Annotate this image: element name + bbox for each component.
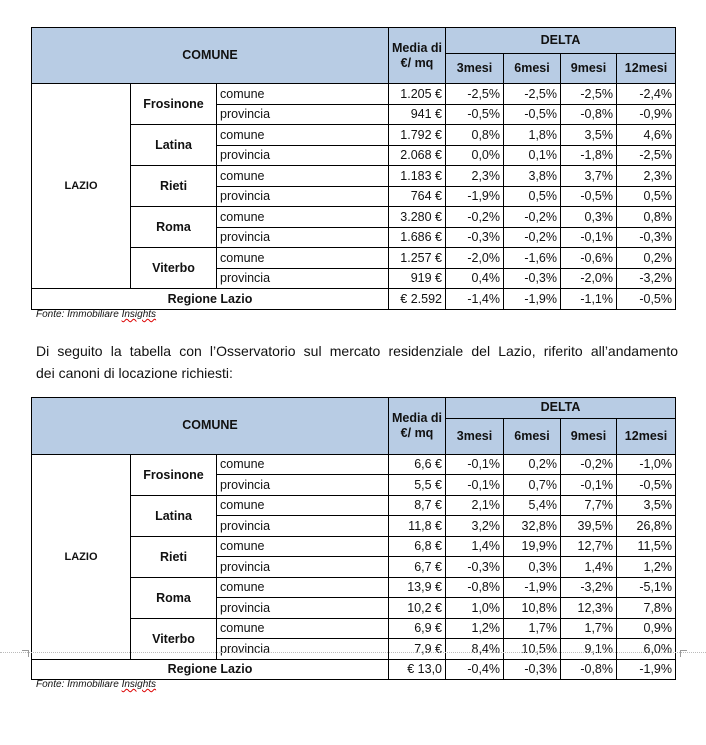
city-cell: Rieti: [131, 536, 217, 577]
delta-cell: 3,8%: [504, 166, 561, 187]
header-period: 9mesi: [561, 54, 617, 84]
total-row: [32, 659, 676, 680]
area-type-cell: provincia: [217, 186, 389, 207]
delta-cell: -1,9%: [446, 186, 504, 207]
delta-cell: 1,4%: [446, 536, 504, 557]
page-break-line: [0, 652, 706, 653]
delta-cell: -0,2%: [504, 207, 561, 228]
header-delta: DELTA: [446, 28, 676, 54]
total-label: Regione Lazio: [32, 659, 389, 680]
header-comune: COMUNE: [32, 398, 389, 455]
delta-cell: 26,8%: [617, 516, 676, 537]
delta-cell: -2,0%: [446, 248, 504, 269]
area-type-cell: comune: [217, 166, 389, 187]
delta-cell: -2,0%: [561, 268, 617, 289]
delta-cell: 1,8%: [504, 125, 561, 146]
city-cell: Viterbo: [131, 248, 217, 289]
delta-cell: -0,5%: [504, 104, 561, 125]
delta-cell: 10,8%: [504, 598, 561, 619]
media-cell: 1.183 €: [389, 166, 446, 187]
area-type-cell: comune: [217, 618, 389, 639]
delta-cell: 5,4%: [504, 495, 561, 516]
area-type-cell: provincia: [217, 268, 389, 289]
area-type-cell: comune: [217, 454, 389, 475]
city-cell: Rieti: [131, 166, 217, 207]
delta-cell: -0,2%: [561, 454, 617, 475]
delta-cell: 0,2%: [617, 248, 676, 269]
source-brand: Insights: [121, 309, 157, 320]
delta-cell: 0,4%: [446, 268, 504, 289]
delta-cell: -0,1%: [446, 454, 504, 475]
media-cell: 1.257 €: [389, 248, 446, 269]
intro-paragraph: [36, 340, 678, 384]
city-cell: Latina: [131, 125, 217, 166]
media-cell: 13,9 €: [389, 577, 446, 598]
delta-cell: 1,4%: [561, 557, 617, 578]
media-cell: 6,8 €: [389, 536, 446, 557]
city-cell: Frosinone: [131, 84, 217, 125]
table-row: [32, 84, 676, 105]
media-cell: 6,7 €: [389, 557, 446, 578]
area-type-cell: provincia: [217, 557, 389, 578]
media-cell: 3.280 €: [389, 207, 446, 228]
area-type-cell: provincia: [217, 145, 389, 166]
media-cell: 919 €: [389, 268, 446, 289]
delta-cell: -0,2%: [504, 227, 561, 248]
delta-cell: 2,3%: [446, 166, 504, 187]
total-delta-cell: -1,1%: [561, 289, 617, 310]
delta-cell: 2,3%: [617, 166, 676, 187]
media-cell: 11,8 €: [389, 516, 446, 537]
media-cell: 10,2 €: [389, 598, 446, 619]
delta-cell: 0,1%: [504, 145, 561, 166]
media-cell: 941 €: [389, 104, 446, 125]
delta-cell: -1,8%: [561, 145, 617, 166]
delta-cell: 10,5%: [504, 639, 561, 660]
media-cell: 6,9 €: [389, 618, 446, 639]
delta-cell: 0,8%: [446, 125, 504, 146]
header-comune: COMUNE: [32, 28, 389, 84]
header-period: 9mesi: [561, 418, 617, 454]
total-delta-cell: -1,9%: [617, 659, 676, 680]
area-type-cell: provincia: [217, 475, 389, 496]
city-cell: Roma: [131, 577, 217, 618]
delta-cell: 4,6%: [617, 125, 676, 146]
delta-cell: -0,1%: [561, 475, 617, 496]
page-corner-mark: [680, 650, 687, 657]
delta-cell: 0,5%: [504, 186, 561, 207]
delta-cell: 6,0%: [617, 639, 676, 660]
delta-cell: 1,0%: [446, 598, 504, 619]
delta-cell: -3,2%: [617, 268, 676, 289]
delta-cell: -0,8%: [561, 104, 617, 125]
paragraph-line-2: dei canoni di locazione richiesti:: [36, 365, 233, 381]
header-media: Media di €/ mq: [389, 398, 446, 455]
media-cell: 2.068 €: [389, 145, 446, 166]
paragraph-line-1: Di seguito la tabella con l’Osservatorio sul mercato residenziale del Lazio, riferito all’andamento: [36, 343, 678, 359]
delta-cell: -0,3%: [446, 227, 504, 248]
region-cell: LAZIO: [32, 454, 131, 659]
delta-cell: -3,2%: [561, 577, 617, 598]
city-cell: Viterbo: [131, 618, 217, 659]
delta-cell: 0,3%: [504, 557, 561, 578]
header-period: 6mesi: [504, 54, 561, 84]
header-media: Media di €/ mq: [389, 28, 446, 84]
total-delta-cell: -0,3%: [504, 659, 561, 680]
area-type-cell: comune: [217, 248, 389, 269]
area-type-cell: comune: [217, 536, 389, 557]
area-type-cell: provincia: [217, 104, 389, 125]
total-delta-cell: -0,5%: [617, 289, 676, 310]
area-type-cell: comune: [217, 125, 389, 146]
total-media: € 2.592: [389, 289, 446, 310]
delta-cell: -2,5%: [561, 84, 617, 105]
delta-cell: -0,1%: [446, 475, 504, 496]
media-cell: 5,5 €: [389, 475, 446, 496]
delta-cell: 12,7%: [561, 536, 617, 557]
delta-cell: -0,3%: [504, 268, 561, 289]
header-delta: DELTA: [446, 398, 676, 419]
delta-cell: -0,1%: [561, 227, 617, 248]
delta-cell: 0,7%: [504, 475, 561, 496]
city-cell: Roma: [131, 207, 217, 248]
delta-cell: 3,7%: [561, 166, 617, 187]
delta-cell: 7,8%: [617, 598, 676, 619]
area-type-cell: comune: [217, 207, 389, 228]
delta-cell: 2,1%: [446, 495, 504, 516]
area-type-cell: comune: [217, 84, 389, 105]
media-cell: 6,6 €: [389, 454, 446, 475]
delta-cell: -0,5%: [617, 475, 676, 496]
delta-cell: -2,5%: [446, 84, 504, 105]
delta-cell: -0,5%: [561, 186, 617, 207]
header-period: 3mesi: [446, 418, 504, 454]
city-cell: Frosinone: [131, 454, 217, 495]
delta-cell: -0,3%: [617, 227, 676, 248]
sales-price-table: [31, 27, 676, 310]
delta-cell: 1,7%: [561, 618, 617, 639]
delta-cell: 0,3%: [561, 207, 617, 228]
source-brand: Insights: [121, 679, 157, 690]
rent-price-table: [31, 397, 676, 680]
total-media: € 13,0: [389, 659, 446, 680]
delta-cell: -0,9%: [617, 104, 676, 125]
delta-cell: -0,2%: [446, 207, 504, 228]
delta-cell: -1,9%: [504, 577, 561, 598]
table-row: [32, 454, 676, 475]
delta-cell: 7,7%: [561, 495, 617, 516]
delta-cell: -1,0%: [617, 454, 676, 475]
area-type-cell: provincia: [217, 639, 389, 660]
region-cell: LAZIO: [32, 84, 131, 289]
delta-cell: 3,5%: [561, 125, 617, 146]
delta-cell: 0,5%: [617, 186, 676, 207]
media-cell: 1.792 €: [389, 125, 446, 146]
total-delta-cell: -1,4%: [446, 289, 504, 310]
header-period: 12mesi: [617, 418, 676, 454]
total-label: Regione Lazio: [32, 289, 389, 310]
area-type-cell: provincia: [217, 516, 389, 537]
source-text: Fonte: Immobiliare: [36, 679, 122, 690]
header-period: 6mesi: [504, 418, 561, 454]
media-cell: 8,7 €: [389, 495, 446, 516]
delta-cell: -1,6%: [504, 248, 561, 269]
source-note-1: [36, 309, 156, 320]
header-period: 12mesi: [617, 54, 676, 84]
page-corner-mark: [22, 650, 29, 657]
delta-cell: -0,6%: [561, 248, 617, 269]
delta-cell: -0,8%: [446, 577, 504, 598]
media-cell: 7,9 €: [389, 639, 446, 660]
area-type-cell: provincia: [217, 227, 389, 248]
delta-cell: 3,2%: [446, 516, 504, 537]
media-cell: 1.205 €: [389, 84, 446, 105]
delta-cell: -0,5%: [446, 104, 504, 125]
media-cell: 764 €: [389, 186, 446, 207]
delta-cell: 19,9%: [504, 536, 561, 557]
delta-cell: 0,9%: [617, 618, 676, 639]
source-text: Fonte: Immobiliare: [36, 309, 122, 320]
delta-cell: 1,2%: [617, 557, 676, 578]
delta-cell: 11,5%: [617, 536, 676, 557]
total-delta-cell: -1,9%: [504, 289, 561, 310]
delta-cell: 0,8%: [617, 207, 676, 228]
delta-cell: 0,2%: [504, 454, 561, 475]
delta-cell: -2,4%: [617, 84, 676, 105]
delta-cell: 1,7%: [504, 618, 561, 639]
delta-cell: 3,5%: [617, 495, 676, 516]
source-note-2: [36, 679, 156, 690]
total-row: [32, 289, 676, 310]
delta-cell: -2,5%: [617, 145, 676, 166]
area-type-cell: provincia: [217, 598, 389, 619]
delta-cell: 8,4%: [446, 639, 504, 660]
delta-cell: 1,2%: [446, 618, 504, 639]
area-type-cell: comune: [217, 495, 389, 516]
delta-cell: -5,1%: [617, 577, 676, 598]
delta-cell: 0,0%: [446, 145, 504, 166]
delta-cell: 9,1%: [561, 639, 617, 660]
delta-cell: -0,3%: [446, 557, 504, 578]
delta-cell: -2,5%: [504, 84, 561, 105]
delta-cell: 39,5%: [561, 516, 617, 537]
delta-cell: 12,3%: [561, 598, 617, 619]
city-cell: Latina: [131, 495, 217, 536]
total-delta-cell: -0,8%: [561, 659, 617, 680]
delta-cell: 32,8%: [504, 516, 561, 537]
media-cell: 1.686 €: [389, 227, 446, 248]
header-period: 3mesi: [446, 54, 504, 84]
area-type-cell: comune: [217, 577, 389, 598]
total-delta-cell: -0,4%: [446, 659, 504, 680]
